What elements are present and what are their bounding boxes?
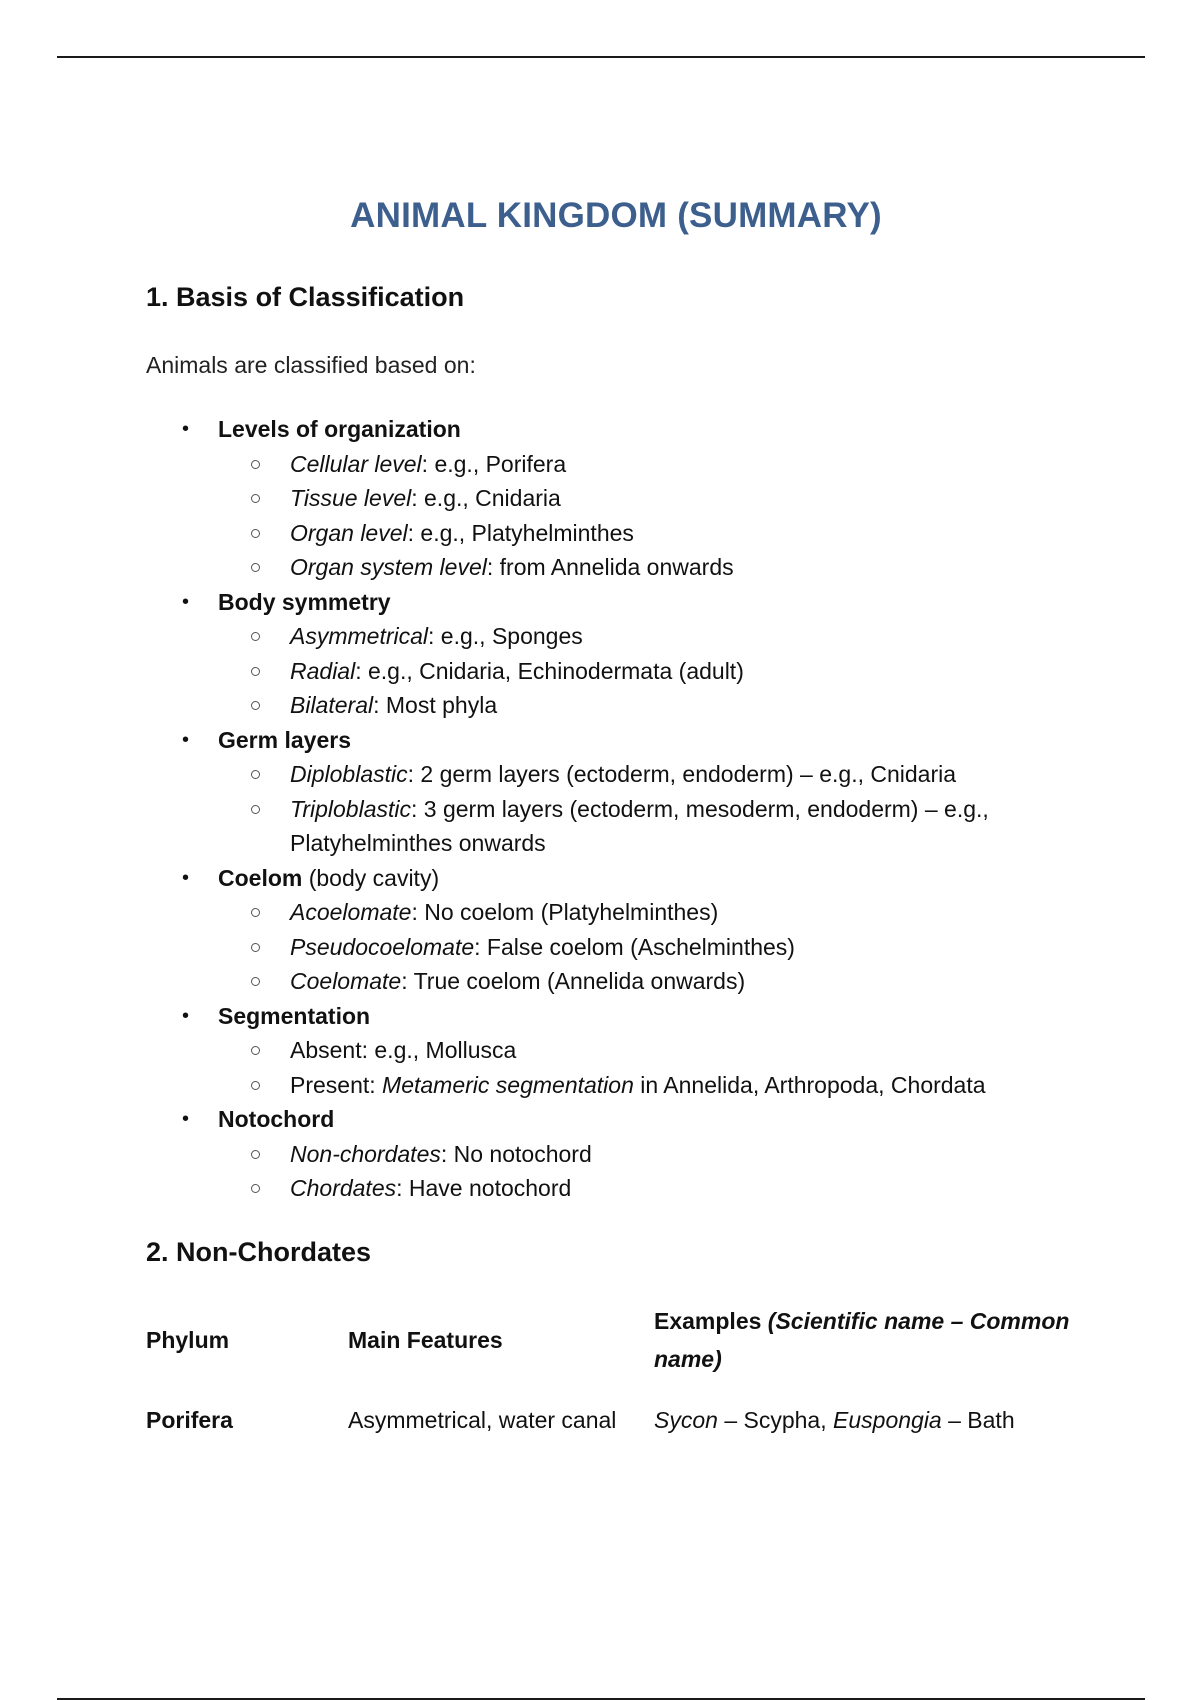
sub-list-item: Organ level: e.g., Platyhelminthes	[146, 516, 1106, 551]
circle-bullet-icon	[251, 494, 260, 503]
list-item	[146, 999, 1106, 1103]
sub-list-item: Radial: e.g., Cnidaria, Echinodermata (adult)	[146, 654, 1106, 689]
bullet-icon: •	[182, 1108, 190, 1130]
sub-list-item: Non-chordates: No notochord	[146, 1137, 1106, 1172]
sub-list-item: Triploblastic: 3 germ layers (ectoderm, mesoderm, endoderm) – e.g., Platyhelminthes onwards	[146, 792, 1106, 861]
sub-list-item: Asymmetrical: e.g., Sponges	[146, 619, 1106, 654]
list-item	[146, 585, 1106, 723]
circle-bullet-icon	[251, 460, 260, 469]
list-item	[146, 861, 1106, 999]
list-item	[146, 412, 1106, 585]
circle-bullet-icon	[251, 1046, 260, 1055]
list-item-label: Germ layers	[218, 726, 351, 753]
sub-list-item: Absent: e.g., Mollusca	[146, 1033, 1106, 1068]
header-main-features: Main Features	[348, 1327, 503, 1353]
table-header-row	[146, 1300, 1084, 1380]
list-item-label: Coelom	[218, 864, 303, 891]
bullet-icon: •	[182, 1004, 190, 1027]
list-item-label: Body symmetry	[218, 588, 391, 615]
circle-bullet-icon	[251, 563, 260, 572]
header-rule	[57, 56, 1145, 58]
section-heading-basis: 1. Basis of Classification	[146, 282, 465, 312]
page-title: ANIMAL KINGDOM (SUMMARY)	[350, 196, 882, 235]
circle-bullet-icon	[251, 632, 260, 641]
header-examples: Examples (Scientific name – Common name)	[654, 1308, 1070, 1372]
non-chordates-table	[146, 1300, 1084, 1460]
sub-list-item: Acoelomate: No coelom (Platyhelminthes)	[146, 895, 1106, 930]
cell-phylum: Porifera	[146, 1406, 233, 1433]
classification-list	[146, 412, 1106, 1206]
list-item-label: Levels of organization	[218, 416, 461, 442]
list-item	[146, 723, 1106, 861]
bullet-icon: •	[182, 590, 190, 613]
bullet-icon: •	[182, 728, 190, 751]
circle-bullet-icon	[251, 977, 260, 986]
circle-bullet-icon	[251, 1184, 260, 1193]
sub-list-item: Tissue level: e.g., Cnidaria	[146, 481, 1106, 516]
cell-features: Asymmetrical, water canal	[348, 1406, 617, 1433]
table-row	[146, 1380, 1084, 1460]
circle-bullet-icon	[251, 1150, 260, 1159]
list-item	[146, 1102, 1106, 1206]
circle-bullet-icon	[251, 701, 260, 710]
sub-list-item: Diploblastic: 2 germ layers (ectoderm, endoderm) – e.g., Cnidaria	[146, 757, 1106, 792]
intro-text: Animals are classified based on:	[146, 352, 476, 378]
header-phylum: Phylum	[146, 1327, 230, 1353]
bullet-icon: •	[182, 866, 190, 889]
circle-bullet-icon	[251, 1081, 260, 1090]
circle-bullet-icon	[251, 943, 260, 952]
sub-list-item: Organ system level: from Annelida onwards	[146, 550, 1106, 585]
list-item-label: Segmentation	[218, 1002, 371, 1029]
circle-bullet-icon	[251, 529, 260, 538]
section-heading-non-chordates: 2. Non-Chordates	[146, 1237, 372, 1267]
list-item-label: Notochord	[218, 1106, 335, 1132]
sub-list-item: Cellular level: e.g., Porifera	[146, 447, 1106, 482]
list-item-suffix: (body cavity)	[302, 864, 440, 891]
sub-list-item: Bilateral: Most phyla	[146, 688, 1106, 723]
bullet-icon: •	[182, 418, 190, 440]
sub-list-item: Chordates: Have notochord	[146, 1171, 1106, 1206]
circle-bullet-icon	[251, 770, 260, 779]
sub-list-item: Pseudocoelomate: False coelom (Aschelminthes)	[146, 930, 1106, 965]
sub-list-item: Present: Metameric segmentation in Annelida, Arthropoda, Chordata	[146, 1068, 1106, 1103]
circle-bullet-icon	[251, 908, 260, 917]
sub-list-item: Coelomate: True coelom (Annelida onwards)	[146, 964, 1106, 999]
circle-bullet-icon	[251, 667, 260, 676]
circle-bullet-icon	[251, 805, 260, 814]
cell-examples: Sycon – Scypha, Euspongia – Bath	[654, 1406, 1015, 1433]
